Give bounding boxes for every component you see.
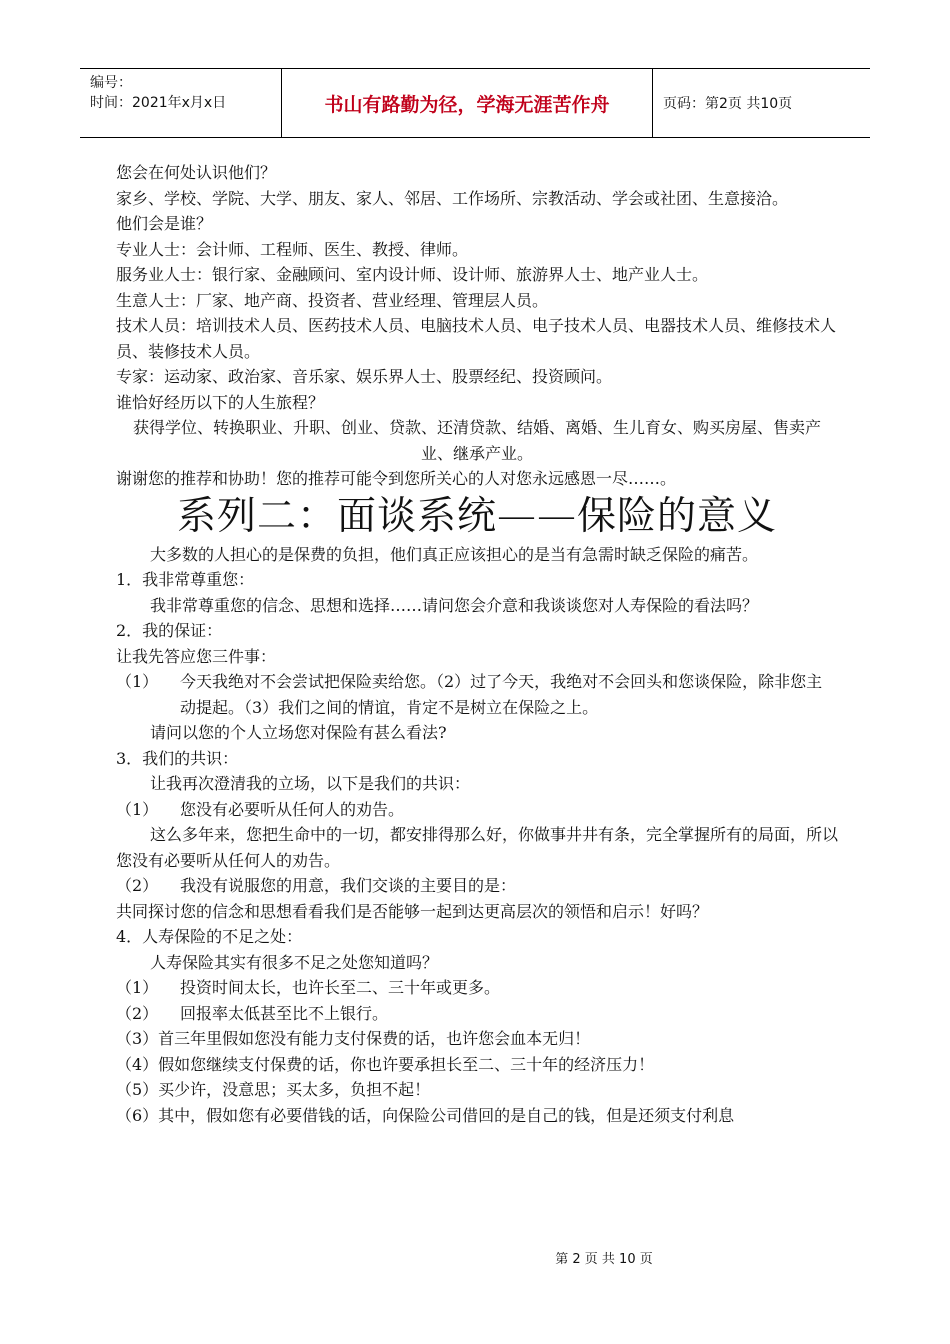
header-motto: 书山有路勤为径，学海无涯苦作舟 xyxy=(282,69,653,137)
list-item xyxy=(116,669,838,720)
text-line: 生意人士：厂家、地产商、投资者、营业经理、管理层人员。 xyxy=(116,290,549,310)
text-line: 家乡、学校、学院、大学、朋友、家人、邻居、工作场所、宗教活动、学会或社团、生意接洽。 xyxy=(116,188,789,208)
text-line: 谁恰好经历以下的人生旅程？ xyxy=(116,392,325,412)
paragraph: 人寿保险其实有很多不足之处您知道吗？ xyxy=(150,952,439,972)
text-line: 服务业人士：银行家、金融顾问、室内设计师、设计师、旅游界人士、地产业人士。 xyxy=(116,265,709,284)
section-heading: 3．我们的共识： xyxy=(116,748,239,768)
list-item: （3）首三年里假如您没有能力支付保费的话，也许您会血本无归！ xyxy=(116,1029,591,1048)
list-text: 您没有必要听从任何人的劝告。 xyxy=(180,799,405,819)
list-number: （2） xyxy=(116,1003,159,1023)
paragraph: 让我再次澄清我的立场，以下是我们的共识： xyxy=(150,774,471,793)
list-text: 投资时间太长，也许长至二、三十年或更多。 xyxy=(180,978,501,997)
paragraph: 请问以您的个人立场您对保险有甚么看法? xyxy=(150,723,447,742)
paragraph: 让我先答应您三件事： xyxy=(116,646,277,666)
date-label: 时间：2021年x月x日 xyxy=(90,95,227,111)
paragraph: 共同探讨您的信念和思想看看我们是否能够一起到达更高层次的领悟和启示！好吗？ xyxy=(116,901,709,921)
list-item: （5）买少许，没意思；买太多，负担不起！ xyxy=(116,1080,431,1099)
text-line: 他们会是谁？ xyxy=(116,214,213,233)
paragraph: 我非常尊重您的信念、思想和选择……请问您会介意和我谈谈您对人寿保险的看法吗？ xyxy=(150,595,759,615)
footer-page-number: 第 2 页 共 10 页 xyxy=(555,1252,653,1267)
paragraph: 大多数的人担心的是保费的负担，他们真正应该担心的是当有急需时缺乏保险的痛苦。 xyxy=(150,544,759,564)
number-label: 编号： xyxy=(90,75,132,91)
list-item: （6）其中，假如您有必要借钱的话，向保险公司借回的是自己的钱，但是还须支付利息 xyxy=(116,1105,735,1125)
text-line: 专业人士：会计师、工程师、医生、教授、律师。 xyxy=(116,239,469,259)
document-body xyxy=(116,160,838,1128)
list-number: （1） xyxy=(116,978,159,997)
list-item xyxy=(116,975,838,1001)
text-line: 专家：运动家、政治家、音乐家、娱乐界人士、股票经纪、投资顾问。 xyxy=(116,367,613,386)
list-number: （1） xyxy=(116,672,159,691)
list-item xyxy=(116,797,838,823)
page-header xyxy=(80,68,870,138)
text-line: 谢谢您的推荐和协助！您的推荐可能令到您所关心的人对您永远感恩一尽……。 xyxy=(116,469,677,488)
header-page-label: 页码：第2页 共10页 xyxy=(663,96,793,112)
text-line: 获得学位、转换职业、升职、创业、贷款、还清贷款、结婚、离婚、生儿育女、购买房屋、售卖产业、继承产业。 xyxy=(132,418,821,463)
list-item xyxy=(116,873,838,899)
list-item xyxy=(116,1001,838,1027)
section-title: 系列二：面谈系统——保险的意义 xyxy=(176,493,777,539)
list-item: （4）假如您继续支付保费的话，你也许要承担长至二、三十年的经济压力！ xyxy=(116,1054,655,1074)
list-number: （1） xyxy=(116,799,159,819)
page-footer xyxy=(0,1248,950,1267)
section-heading: 4．人寿保险的不足之处： xyxy=(116,927,303,946)
section-heading: 1．我非常尊重您： xyxy=(116,570,255,589)
paragraph: 这么多年来，您把生命中的一切，都安排得那么好，你做事井井有条，完全掌握所有的局面，所以您没有必要听从任何人的劝告。 xyxy=(116,825,839,870)
list-text: 我没有说服您的用意，我们交谈的主要目的是： xyxy=(180,876,517,895)
header-meta xyxy=(80,69,282,137)
text-line: 您会在何处认识他们？ xyxy=(116,163,277,182)
text-line: 技术人员：培训技术人员、医药技术人员、电脑技术人员、电子技术人员、电器技术人员、维修技术人员、装修技术人员。 xyxy=(116,316,837,361)
list-text: 回报率太低甚至比不上银行。 xyxy=(180,1003,389,1023)
list-text: 今天我绝对不会尝试把保险卖给您。（2）过了今天，我绝对不会回头和您谈保险，除非您主动提起。（3）我们之间的情谊，肯定不是树立在保险之上。 xyxy=(180,672,823,717)
section-heading: 2．我的保证： xyxy=(116,621,223,640)
list-number: （2） xyxy=(116,876,159,895)
